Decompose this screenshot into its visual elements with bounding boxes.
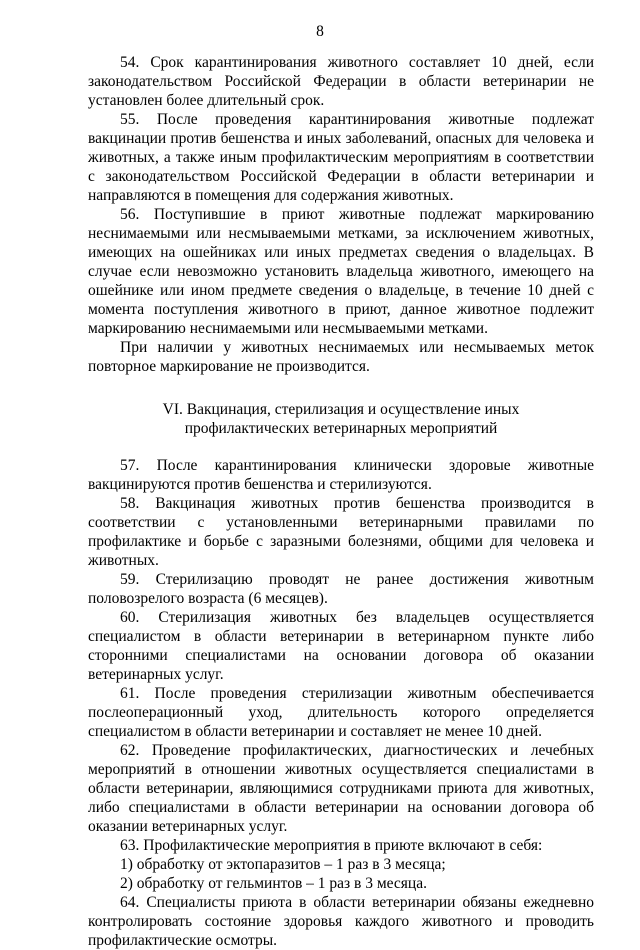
paragraph-60: 60. Стерилизация животных без владельцев осуществляется специалистом в области ветеринарии в ветеринарном пункте либо сторонними специалистами на основании договора об оказании ветеринарных услуг. bbox=[88, 609, 594, 683]
paragraph-64: 64. Специалисты приюта в области ветеринарии обязаны ежедневно контролировать состояние здоровья каждого животного и проводить профилактические осмотры. bbox=[88, 894, 594, 949]
paragraph-56: 56. Поступившие в приют животные подлежат маркированию неснимаемыми или несмываемыми метками, за исключением животных, имеющих на ошейниках или иных предметах сведения о владельцах. В случае если невозможно установить владельца животного, имеющего на ошейнике или ином предмете сведения о владельце, в течение 10 дней с момента поступления животного в приют, данное животное подлежит маркированию неснимаемыми или несмываемыми метками. bbox=[88, 206, 594, 337]
paragraph-55: 55. После проведения карантинирования животные подлежат вакцинации против бешенства и иных заболеваний, опасных для человека и животных, а также иным профилактическим мероприятиям в соответствии с законодательством Российской Федерации в области ветеринарии и направляются в помещения для содержания животных. bbox=[88, 111, 594, 204]
paragraph-57: 57. После карантинирования клинически здоровые животные вакцинируются против бешенства и стерилизуются. bbox=[88, 457, 594, 493]
paragraph-63: 63. Профилактические мероприятия в приюте включают в себя: bbox=[120, 837, 543, 854]
paragraph-54: 54. Срок карантинирования животного составляет 10 дней, если законодательством Российской Федерации в области ветеринарии не установлен более длительный срок. bbox=[88, 54, 594, 109]
paragraph-58: 58. Вакцинация животных против бешенства производится в соответствии с установленными ветеринарными правилами по профилактике и борьбе с заразными болезнями, общими для человека и животных. bbox=[88, 495, 594, 569]
list-item-ectoparasites: 1) обработку от эктопаразитов – 1 раз в 3 месяца; bbox=[120, 856, 446, 873]
paragraph-59: 59. Стерилизацию проводят не ранее достижения животным половозрелого возраста (6 месяцев). bbox=[88, 571, 594, 607]
paragraph-repeat-marking: При наличии у животных неснимаемых или несмываемых меток повторное маркирование не производится. bbox=[88, 339, 594, 375]
page-number: 8 bbox=[316, 23, 324, 40]
paragraph-61: 61. После проведения стерилизации животным обеспечивается послеоперационный уход, длительность которого определяется специалистом в области ветеринарии и составляет не менее 10 дней. bbox=[88, 685, 594, 740]
document-body bbox=[88, 53, 594, 950]
section-heading: VI. Вакцинация, стерилизация и осуществление иных профилактических ветеринарных мероприятий bbox=[162, 401, 520, 437]
paragraph-62: 62. Проведение профилактических, диагностических и лечебных мероприятий в отношении животных осуществляется специалистами в области ветеринарии, являющимися сотрудниками приюта для животных, либо специалистами в области ветеринарии на основании договора об оказании ветеринарных услуг. bbox=[88, 742, 594, 835]
list-item-helminths: 2) обработку от гельминтов – 1 раз в 3 месяца. bbox=[120, 875, 427, 892]
